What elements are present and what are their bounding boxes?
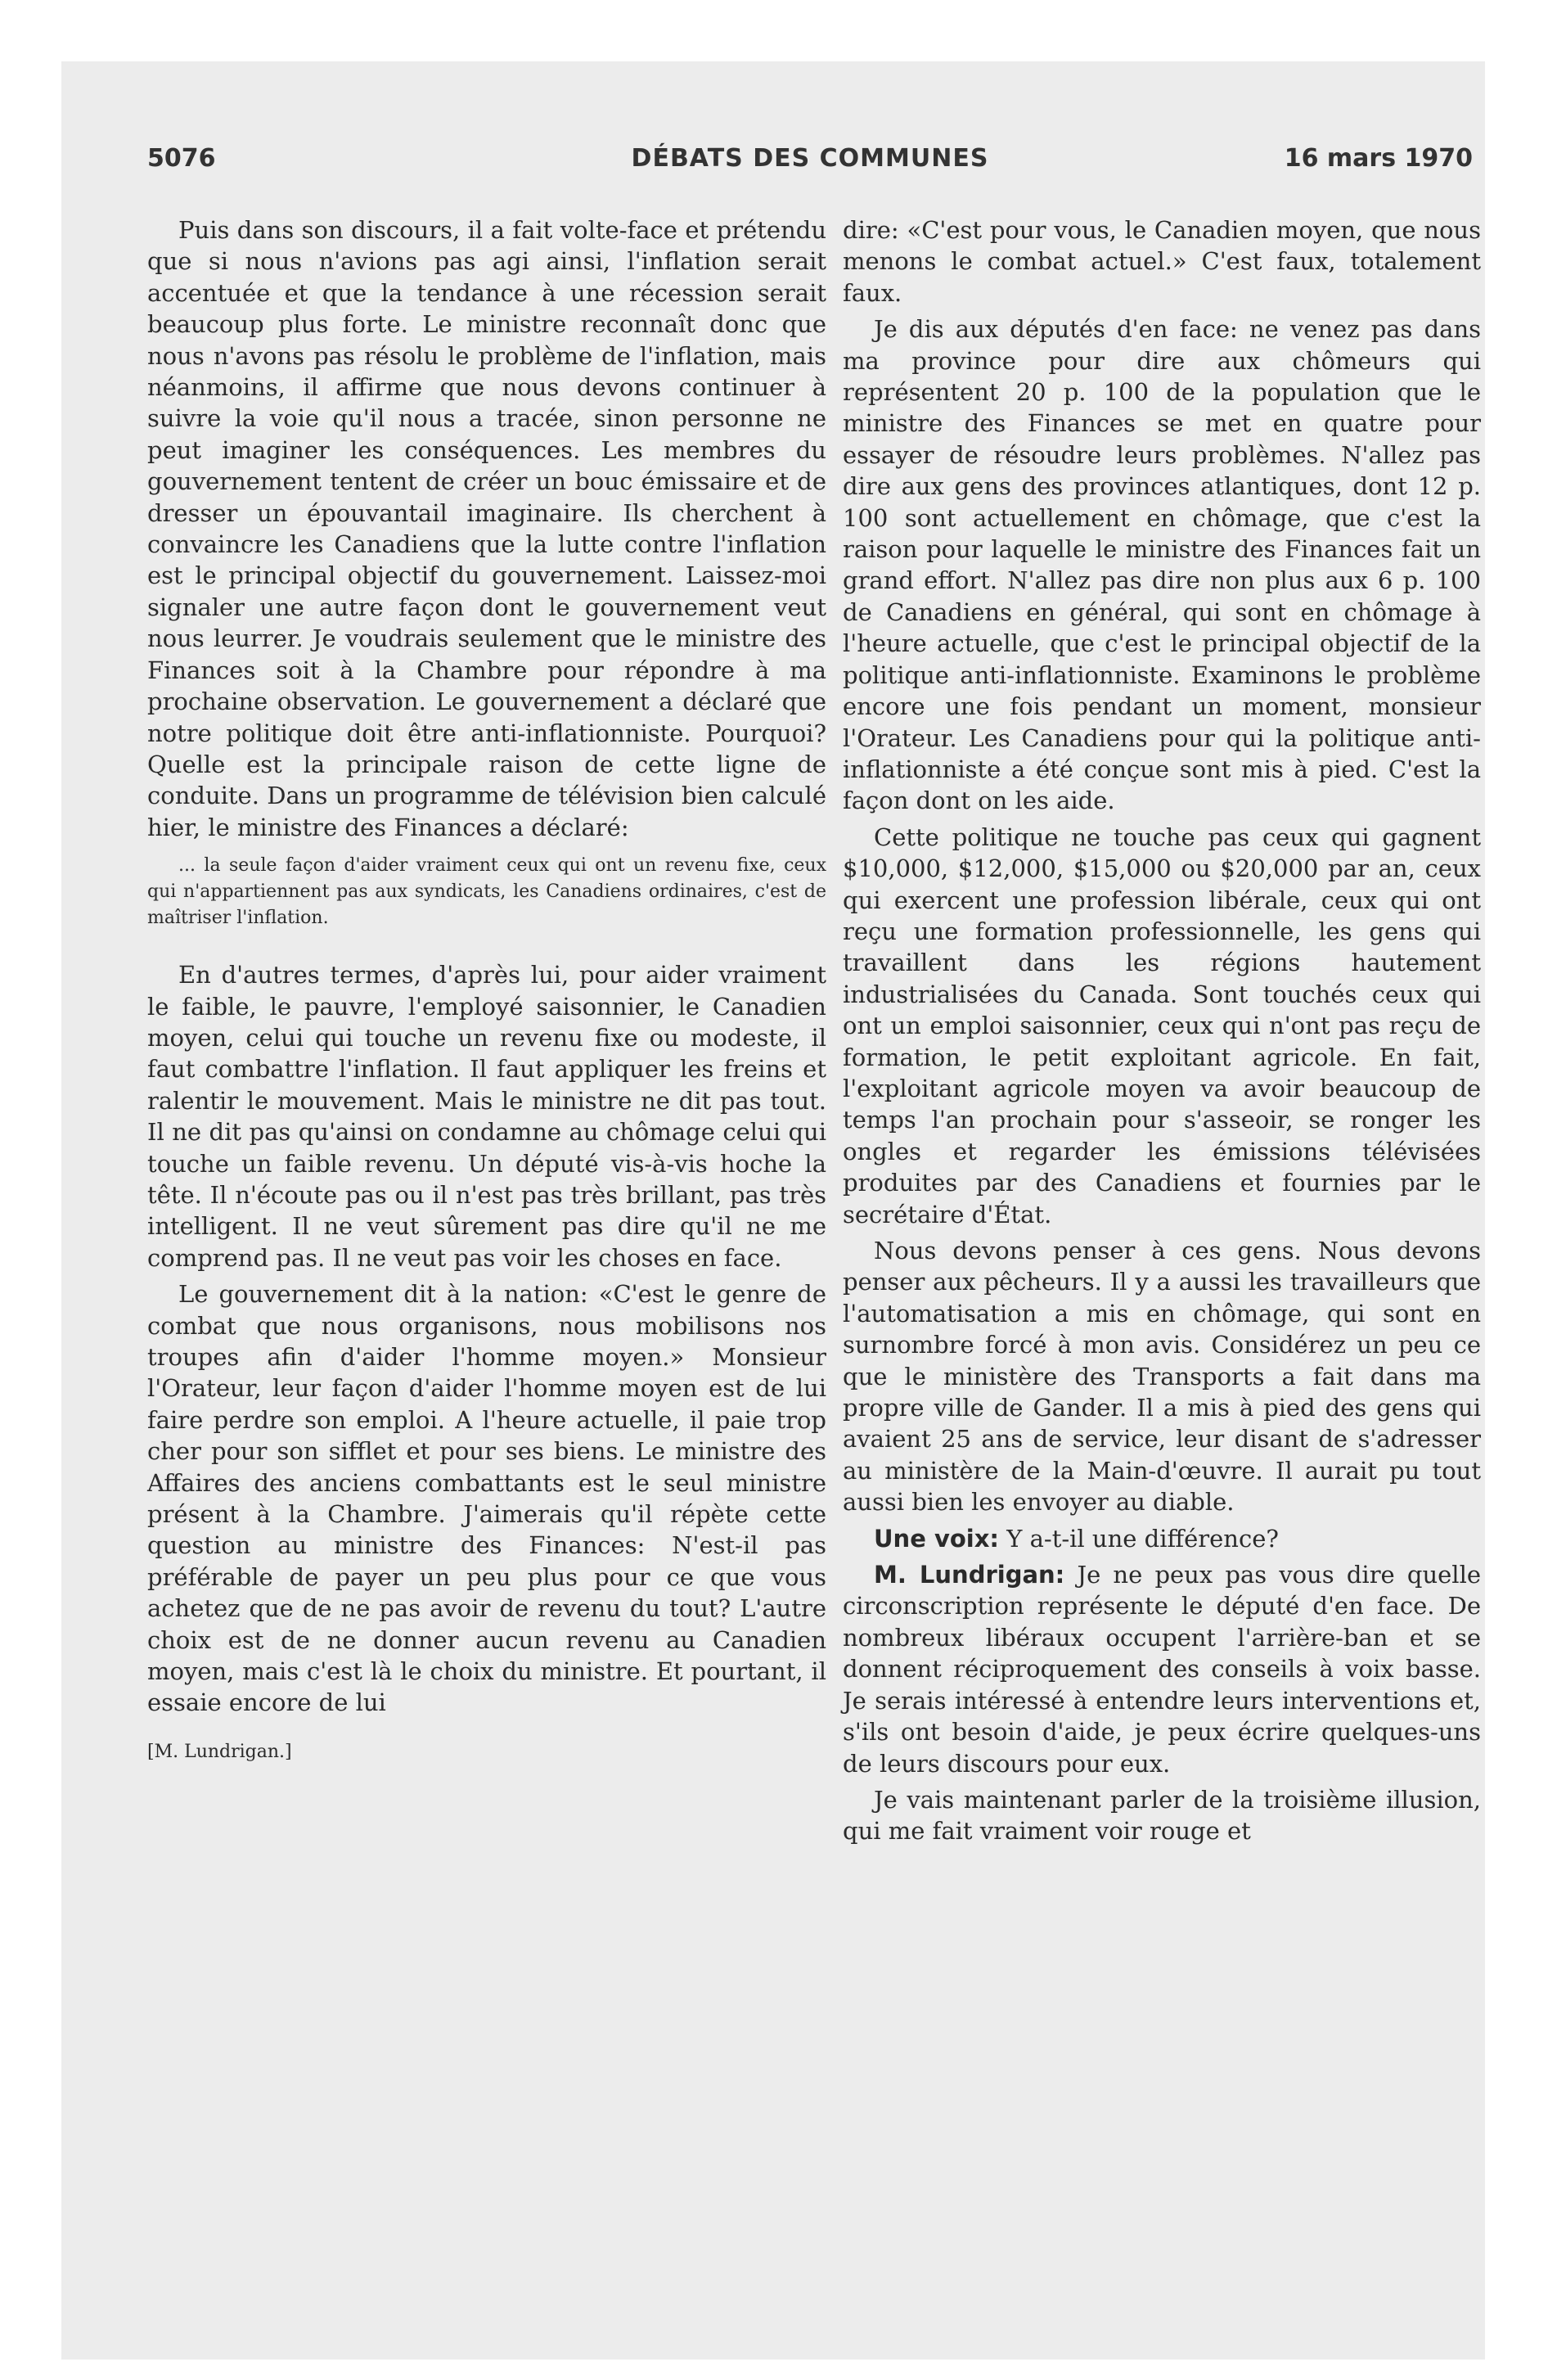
paragraph: dire: «C'est pour vous, le Canadien moyen, que nous menons le combat actuel.» C'est faux, totalement faux.	[843, 216, 1481, 307]
interjection-text: Y a-t-il une différence?	[1006, 1524, 1279, 1553]
interjection	[843, 1523, 1481, 1554]
speaker-reply	[843, 1559, 1481, 1779]
page-number: 5076	[147, 144, 216, 173]
speaker-name: M. Lundrigan:	[874, 1561, 1065, 1589]
paragraph: Nous devons penser à ces gens. Nous devons penser aux pêcheurs. Il y a aussi les travailleurs que l'automatisation a mis en chômage, qui sont en surnombre forcé à mon avis. Considérez un peu ce que le ministère des Transports a fait dans ma propre ville de Gander. Il a mis à pied des gens qui avaient 25 ans de service, leur disant de s'adresser au ministère de la Main-d'œuvre. Il aurait pu tout aussi bien les envoyer au diable.	[843, 1237, 1481, 1517]
block-quote: ... la seule façon d'aider vraiment ceux qui ont un revenu fixe, ceux qui n'appartiennent pas aux syndicats, les Canadiens ordinaires, c'est de maîtriser l'inflation.	[147, 855, 826, 929]
paragraph: Le gouvernement dit à la nation: «C'est le genre de combat que nous organisons, nous mobilisons nos troupes afin d'aider l'homme moyen.» Monsieur l'Orateur, leur façon d'aider l'homme moyen est de lui faire perdre son emploi. A l'heure actuelle, il paie trop cher pour son sifflet et pour ses biens. Le ministre des Affaires des anciens combattants est le seul ministre présent à la Chambre. J'aimerais qu'il répète cette question au ministre des Finances: N'est-il pas préférable de payer un peu plus pour ce que vous achetez que de ne pas avoir de revenu du tout? L'autre choix est de ne donner aucun revenu au Canadien moyen, mais c'est là le choix du ministre. Et pourtant, il essaie encore de lui	[147, 1280, 826, 1717]
paragraph: En d'autres termes, d'après lui, pour aider vraiment le faible, le pauvre, l'employé saisonnier, le Canadien moyen, celui qui touche un revenu fixe ou modeste, il faut combattre l'inflation. Il faut appliquer les freins et ralentir le mouvement. Mais le ministre ne dit pas tout. Il ne dit pas qu'ainsi on condamne au chômage celui qui touche un faible revenu. Un député vis-à-vis hoche la tête. Il n'écoute pas ou il n'est pas très brillant, pas très intelligent. Il ne veut sûrement pas dire qu'il ne me comprend pas. Il ne veut pas voir les choses en face.	[147, 961, 826, 1272]
paragraph: Cette politique ne touche pas ceux qui gagnent $10,000, $12,000, $15,000 ou $20,000 par an, ceux qui exercent une profession libérale, ceux qui ont reçu une formation professionnelle, les gens qui travaillent dans les régions hautement industrialisées du Canada. Sont touchés ceux qui ont un emploi saisonnier, ceux qui n'ont pas reçu de formation, le petit exploitant agricole. En fait, l'exploitant agricole moyen va avoir beaucoup de temps l'an prochain pour s'asseoir, se ronger les ongles et regarder les émissions télévisées produites par des Canadiens et fournies par le secrétaire d'État.	[843, 823, 1481, 1228]
running-header	[147, 144, 1473, 177]
right-column	[843, 214, 1481, 1852]
page-date: 16 mars 1970	[1284, 144, 1473, 173]
paragraph: Je dis aux députés d'en face: ne venez pas dans ma province pour dire aux chômeurs qui représentent 20 p. 100 de la population que le ministre des Finances se met en quatre pour essayer de résoudre leurs problèmes. N'allez pas dire aux gens des provinces atlantiques, dont 12 p. 100 sont actuellement en chômage, que c'est la raison pour laquelle le ministre des Finances fait un grand effort. N'allez pas dire non plus aux 6 p. 100 de Canadiens en général, qui sont en chômage à l'heure actuelle, que c'est le principal objectif de la politique anti-inflationniste. Examinons le problème encore une fois pendant un moment, monsieur l'Orateur. Les Canadiens pour qui la politique anti-inflationniste a été conçue sont mis à pied. C'est la façon dont on les aide.	[843, 315, 1481, 815]
left-column	[147, 214, 826, 1773]
speaker-name: Une voix:	[874, 1524, 1000, 1553]
paragraph: Puis dans son discours, il a fait volte-face et prétendu que si nous n'avions pas agi ainsi, l'inflation serait accentuée et que la tendance à une récession serait beaucoup plus forte. Le ministre reconnaît donc que nous n'avons pas résolu le problème de l'inflation, mais néanmoins, il affirme que nous devons continuer à suivre la voie qu'il nous a tracée, sinon personne ne peut imaginer les conséquences. Les membres du gouvernement tentent de créer un bouc émissaire et de dresser un épouvantail imaginaire. Ils cherchent à convaincre les Canadiens que la lutte contre l'inflation est le principal objectif du gouvernement. Laissez-moi signaler une autre façon dont le gouvernement veut nous leurrer. Je voudrais seulement que le ministre des Finances soit à la Chambre pour répondre à ma prochaine observation. Le gouvernement a déclaré que notre politique doit être anti-inflationniste. Pourquoi? Quelle est la principale raison de cette ligne de conduite. Dans un programme de télévision bien calculé hier, le ministre des Finances a déclaré:	[147, 216, 826, 841]
speaker-footer: [M. Lundrigan.]	[147, 1741, 292, 1762]
paragraph: Je vais maintenant parler de la troisième illusion, qui me fait vraiment voir rouge et	[843, 1785, 1481, 1846]
reply-text: Je ne peux pas vous dire quelle circonscription représente le député d'en face. De nombreux libéraux occupent l'arrière-ban et se donnent réciproquement des conseils à voix basse. Je serais intéressé à entendre leurs interventions et, s'ils ont besoin d'aide, je peux écrire quelques-uns de leurs discours pour eux.	[843, 1561, 1482, 1778]
publication-title: DÉBATS DES COMMUNES	[631, 144, 989, 173]
